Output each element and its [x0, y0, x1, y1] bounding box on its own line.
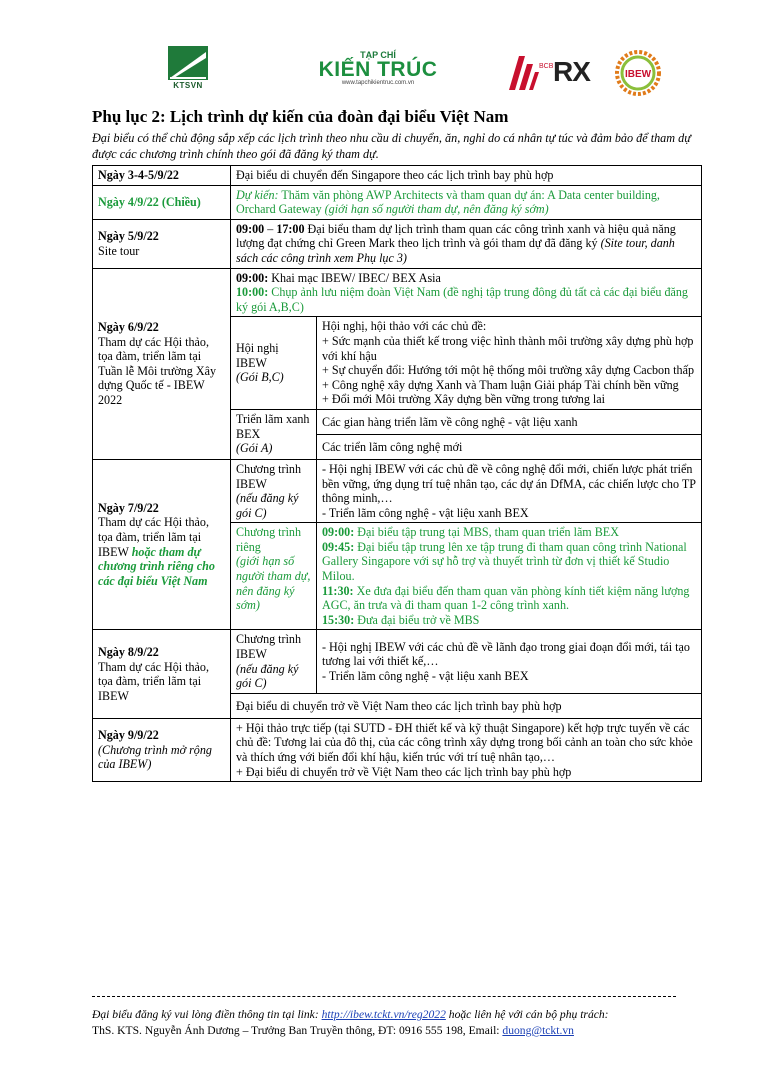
program-label-cell: [231, 317, 317, 410]
item-text: Đại biểu tập trung tại MBS, tham quan triển lãm BEX: [354, 525, 619, 540]
desc-note: (giới hạn số người tham dự, nên đăng ký sớm): [324, 202, 549, 217]
desc-text: Khai mạc IBEW/ IBEC/ BEX Asia: [268, 270, 441, 285]
kientruc-url: www.tapchikientruc.com.vn: [341, 80, 415, 86]
program-note: (nếu đăng ký gói C): [236, 491, 299, 520]
row-day-7-ibew: [93, 459, 702, 522]
conf-intro: Hội nghị, hội thảo với các chủ đề:: [322, 319, 487, 334]
program-desc-cell: [317, 523, 702, 630]
row-day-3-5: [93, 166, 702, 186]
footer-divider: [92, 996, 676, 997]
program-note: (nếu đăng ký gói C): [236, 661, 299, 691]
desc-text: Chụp ảnh lưu niệm đoàn Việt Nam (đề nghị tập trung đông đủ tất cả các đại biểu đăng ký gói A,B,C): [236, 285, 688, 314]
kientruc-main: KIẾN TRÚC: [318, 58, 438, 81]
desc-cell: [231, 219, 702, 268]
ktsvn-caption: KTSVN: [173, 81, 203, 90]
row-day-4: [93, 185, 702, 219]
desc-note: (Site tour, danh sách các công trình xem Phụ lục 3): [236, 236, 675, 265]
kientruc-top: TẠP CHÍ: [360, 50, 396, 60]
item-text: Đại biểu tập trung lên xe tập trung đi tham quan công trình National Gallery Singapore với sự hỗ trợ và thuyết trình từ đơn vị thiết kế Studio Milou.: [322, 539, 687, 584]
day-label: Ngày 8/9/22: [98, 644, 159, 659]
time-sep: –: [264, 221, 277, 236]
time-label: 10:00:: [236, 285, 269, 300]
conf-item: + Đổi mới Môi trường Xây dựng bền vững trong tương lai: [322, 392, 605, 407]
day-cell: [93, 268, 231, 459]
time-label: 11:30:: [322, 583, 354, 598]
registration-link[interactable]: http://ibew.tckt.vn/reg2022: [321, 1008, 446, 1021]
row-day-6-intro: [93, 268, 702, 317]
time-label: 09:00:: [322, 525, 355, 540]
footer-text: hoặc liên hệ với cán bộ phụ trách:: [445, 1008, 609, 1021]
day-sub: (Chương trình mở rộng của IBEW): [98, 742, 212, 772]
day-sub: Tham dự các Hội thảo, tọa đàm, triển lãm tại IBEW: [98, 659, 209, 703]
rx-logo: RX: [553, 56, 590, 87]
program-pack: (Gói B,C): [236, 370, 284, 385]
footer-text: Đại biểu đăng ký vui lòng điền thông tin tại link:: [92, 1008, 322, 1021]
conf-item: + Công nghệ xây dựng Xanh và Tham luận Giải pháp Tài chính bền vững: [322, 377, 679, 392]
page-title: Phụ lục 2: Lịch trình dự kiến của đoàn đại biểu Việt Nam: [92, 107, 509, 126]
day-cell: [93, 718, 231, 781]
desc-cell: [231, 185, 702, 219]
intro-text: Đại biểu có thể chủ động sắp xếp các lịch trình theo nhu cầu di chuyển, ăn, nghỉ do cá nhân tự túc và đảm bảo để tham dự được các chương trình chính theo gói đã đăng ký tham dự.: [92, 131, 691, 161]
footer-text: ThS. KTS. Nguyễn Ánh Dương – Trưởng Ban Truyền thông, ĐT: 0916 555 198, Email:: [92, 1024, 503, 1037]
day-cell: [93, 219, 231, 268]
row-day-5: [93, 219, 702, 268]
bcb-text: BCB: [539, 63, 554, 70]
program-line: - Triển lãm công nghệ - vật liệu xanh BEX: [322, 668, 529, 683]
program-note: (giới hạn số người tham dự, nên đăng ký sớm): [236, 554, 311, 613]
desc-cell: Đại biểu di chuyển trở về Việt Nam theo các lịch trình bay phù hợp: [231, 693, 702, 718]
program-line: - Hội nghị IBEW với các chủ đề về lãnh đạo trong giai đoạn đổi mới, tái tạo tương lai với thiết kế,…: [322, 639, 690, 669]
program-label: Chương trình IBEW: [236, 461, 302, 491]
ibew-logo-icon: [614, 49, 662, 97]
day-label: Ngày 5/9/22: [98, 229, 159, 244]
program-pack: (Gói A): [236, 441, 273, 456]
ktsvn-logo: [168, 46, 208, 90]
day-sub-green: hoặc tham dự chương trình riêng cho các đại biểu Việt Nam: [98, 544, 215, 588]
time-end: 17:00: [276, 221, 305, 236]
schedule-table: [92, 165, 702, 782]
program-label: Chương trình IBEW: [236, 632, 302, 662]
program-label-cell: [231, 459, 317, 522]
program-label: Triển lãm xanh BEX: [236, 411, 310, 441]
desc-text: Đại biểu tham dự lịch trình tham quan các công trình xanh và hiệu quả năng lượng đạt chứng chỉ Green Mark theo lịch trình và gói tham dự đã đăng ký: [236, 221, 676, 251]
bcb-logo-icon: [505, 50, 554, 94]
program-line: - Triển lãm công nghệ - vật liệu xanh BEX: [322, 505, 529, 520]
lead-label: Dự kiến:: [236, 187, 279, 202]
day-cell: [93, 630, 231, 718]
row-day-9: [93, 718, 702, 781]
time-start: 09:00: [236, 221, 265, 236]
day-sub: Tham dự các Hội thảo, tọa đàm, triển lãm tại IBEW: [98, 515, 209, 559]
program-label-cell: [231, 523, 317, 630]
day-cell: Ngày 3-4-5/9/22: [93, 166, 231, 186]
item-text: Đưa đại biểu trở về MBS: [354, 612, 480, 627]
exhibition-desc: Các triển lãm công nghệ mới: [317, 434, 702, 459]
ibew-text: IBEW: [624, 69, 652, 80]
desc-cell: Đại biểu di chuyển đến Singapore theo các lịch trình bay phù hợp: [231, 166, 702, 186]
header-logos: [0, 44, 768, 100]
time-label: 09:45:: [322, 539, 355, 554]
program-line: - Hội nghị IBEW với các chủ đề về công nghệ đổi mới, chiến lược phát triển bền vững, ứng dụng trí tuệ nhân tạo, các dự án DfMA, các chiến lược cho TP thông minh,…: [322, 461, 696, 506]
footer-line-2: [92, 1024, 574, 1037]
footer-line-1: [92, 1008, 609, 1021]
program-label-cell: [231, 409, 317, 459]
desc-line: + Hội thảo trực tiếp (tại SUTD - ĐH thiết kế và kỹ thuật Singapore) kết hợp trực tuyến về các chủ đề: Tương lai của đô thị, của các công trình xây dựng trong bối cảnh an toàn cho sức khỏe và thích ứng với biến đổi khí hậu, kiến trúc với trí tuệ nhân tạo,…: [236, 720, 693, 764]
program-desc-cell: [317, 317, 702, 410]
desc-line: + Đại biểu di chuyển trở về Việt Nam theo các lịch trình bay phù hợp: [236, 764, 572, 779]
item-text: Xe đưa đại biểu đến tham quan văn phòng kính tiết kiệm năng lượng AGC, ăn trưa và đi tham quan 1-2 công trình xanh.: [322, 583, 690, 613]
day-label: Ngày 9/9/22: [98, 728, 159, 743]
email-link[interactable]: duong@tckt.vn: [502, 1024, 574, 1037]
desc-text: Thăm văn phòng AWP Architects và tham quan dự án: A Data center building, Orchard Gateway: [236, 187, 660, 217]
conf-item: + Sự chuyển đổi: Hướng tới một hệ thống môi trường xây dựng Cacbon thấp: [322, 363, 695, 378]
time-label: 15:30:: [322, 612, 355, 627]
program-desc-cell: [317, 459, 702, 522]
program-label-cell: [231, 630, 317, 693]
day-label: Ngày 6/9/22: [98, 319, 159, 334]
desc-cell: [231, 718, 702, 781]
day-cell: [93, 459, 231, 630]
program-label: Chương trình riêng: [236, 525, 302, 554]
row-day-8-ibew: [93, 630, 702, 693]
day-cell: Ngày 4/9/22 (Chiều): [93, 185, 231, 219]
day-label: Ngày 7/9/22: [98, 500, 159, 515]
day-sub: Tham dự các Hội thảo, tọa đàm, triển lãm tại Tuần lễ Môi trường Xây dựng Quốc tế - IBEW 2022: [98, 334, 216, 407]
desc-cell: [231, 268, 702, 317]
conf-item: + Sức mạnh của thiết kế trong việc hình thành môi trường xây dựng phù hợp với khí hậu: [322, 333, 694, 363]
kientruc-logo: [318, 50, 438, 86]
day-sub: Site tour: [98, 243, 140, 258]
program-label: Hội nghị IBEW: [236, 341, 279, 370]
time-label: 09:00:: [236, 270, 269, 285]
exhibition-desc: Các gian hàng triển lãm về công nghệ - vật liệu xanh: [317, 409, 702, 434]
ktsvn-emblem-icon: [168, 46, 208, 80]
program-desc-cell: [317, 630, 702, 693]
